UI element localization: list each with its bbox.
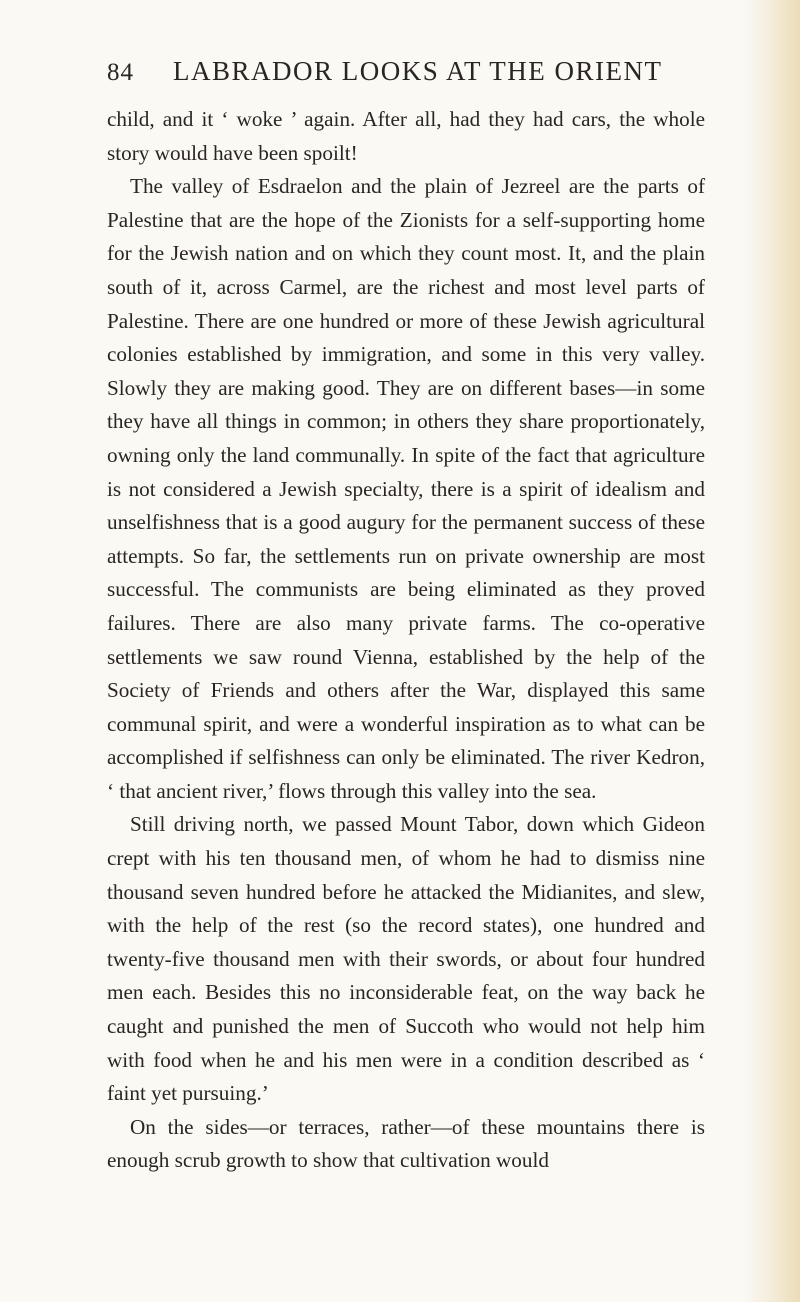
page-number: 84 (107, 59, 134, 86)
running-head: LABRADOR LOOKS AT THE ORIENT (173, 56, 663, 86)
paragraph-esdraelon: The valley of Esdraelon and the plain of Jezreel are the parts of Palestine that are the hope of the Zionists for a self-supporting home for the Jewish nation and on which they count most. It, and the plain south of it, across Carmel, are the richest and most level parts of Palestine. There are one hundred or more of these Jewish agricultural colonies established by immigration, and some in this very valley. Slowly they are making good. They are on different bases—in some they have all things in common; in others they share proportionately, owning only the land communally. In spite of the fact that agriculture is not considered a Jewish specialty, there is a spirit of idealism and unselfishness that is a good augury for the permanent success of these attempts. So far, the settlements run on private ownership are most successful. The communists are being eliminated as they proved failures. There are also many private farms. The co-operative settlements we saw round Vienna, established by the help of the Society of Friends and others after the War, displayed this same communal spirit, and were a wonderful inspiration as to what can be accomplished if selfishness can only be eliminated. The river Kedron, ‘ that ancient river,’ flows through this valley into the sea. (107, 174, 705, 803)
page-header (107, 56, 707, 96)
body-text (107, 103, 705, 1178)
paragraph-terraces: On the sides—or terraces, rather—of these mountains there is enough scrub growth to show that cultivation would (107, 1114, 705, 1173)
paragraph-mount-tabor: Still driving north, we passed Mount Tabor, down which Gideon crept with his ten thousand men, of whom he had to dismiss nine thousand seven hundred before he attacked the Midianites, and slew, with the help of the rest (so the record states), one hundred and twenty-five thousand men with their swords, or about four hundred men each. Besides this no inconsiderable feat, on the way back he caught and punished the men of Succoth who would not help him with food when he and his men were in a condition described as ‘ faint yet pursuing.’ (107, 812, 705, 1106)
paragraph-continuation: child, and it ‘ woke ’ again. After all, had they had cars, the whole story would have been spoilt! (107, 107, 705, 165)
